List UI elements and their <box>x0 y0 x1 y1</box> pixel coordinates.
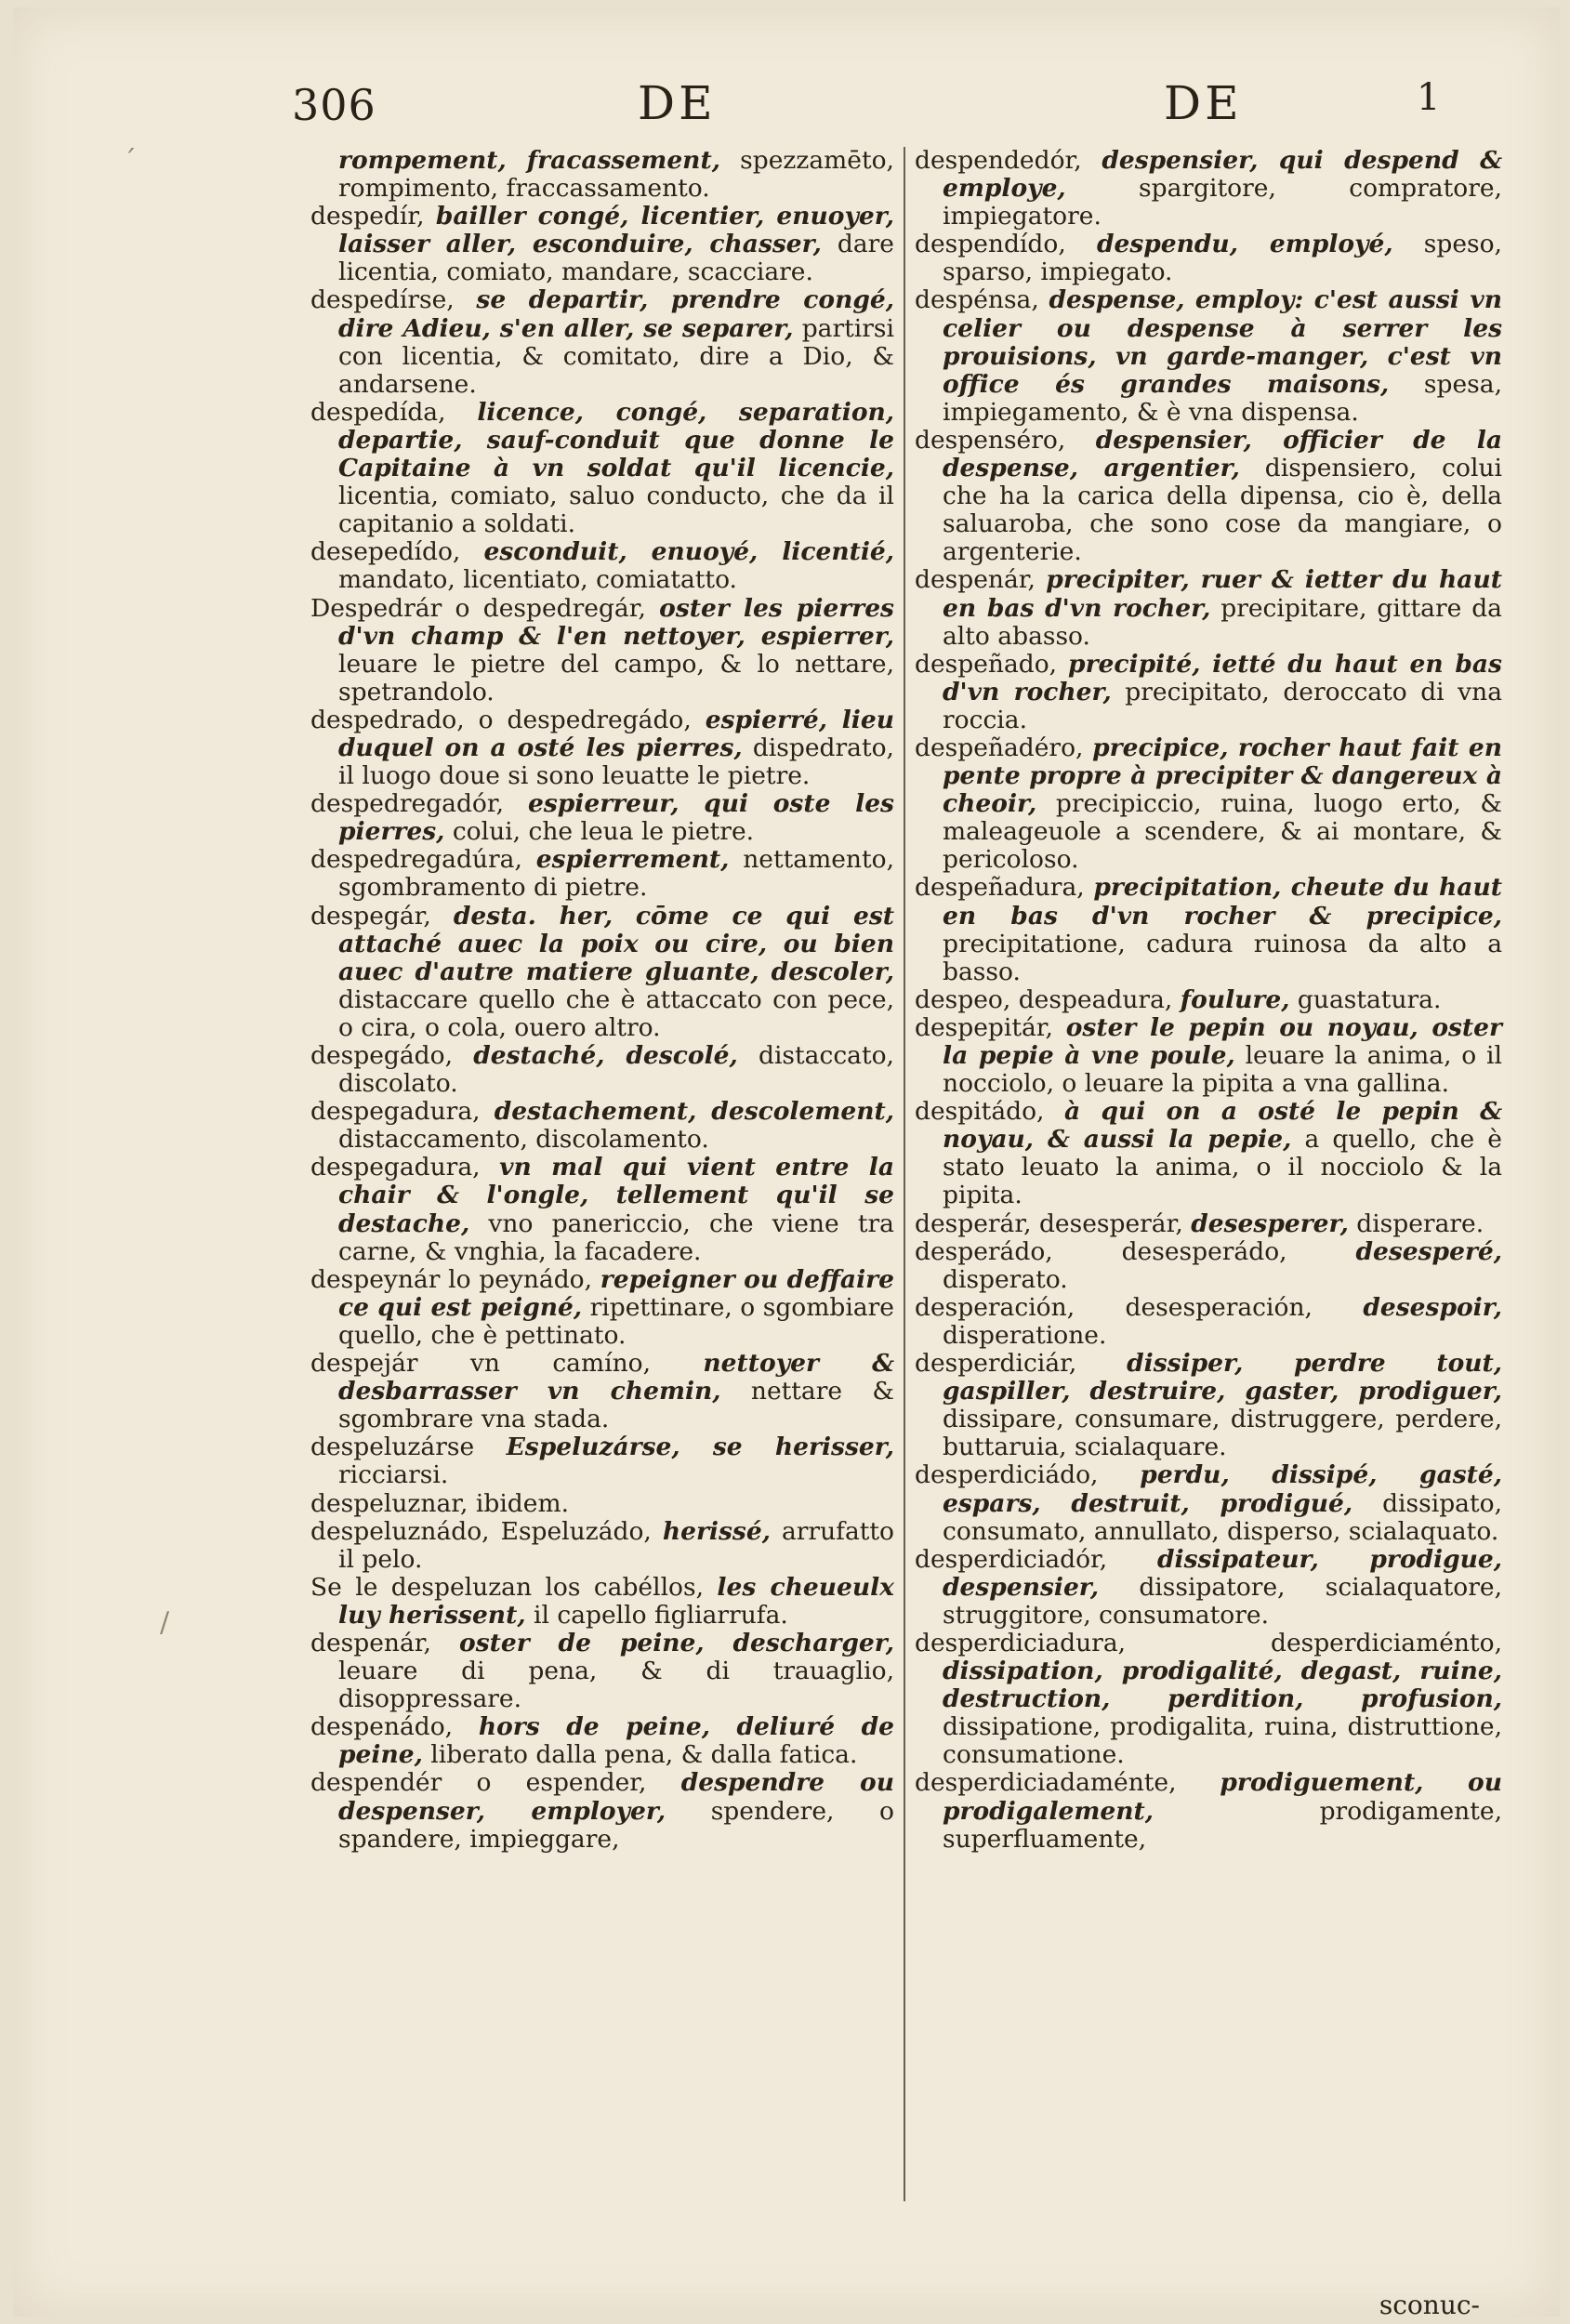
headword: Despedrár o despedregár, <box>310 593 646 623</box>
french-translation: despendre ou despenser, employer, <box>338 1768 894 1826</box>
italian-translation: spesa, impiegamento, & è vna dispensa. <box>943 369 1502 427</box>
italian-translation: disperare. <box>1356 1208 1484 1238</box>
dictionary-entry <box>310 790 894 846</box>
headword: Se le despeluzan los cabéllos, <box>310 1572 705 1602</box>
headword: desperdiciadura, desperdiciaménto, <box>915 1628 1502 1657</box>
french-translation: dissipation, prodigalité, degast, ruine, destruction, perdition, profusion, <box>943 1657 1502 1714</box>
headword: despeñadéro, <box>915 733 1084 762</box>
dictionary-entry <box>915 734 1502 874</box>
headword: despegadura, <box>310 1153 481 1182</box>
italian-translation: disperato. <box>943 1264 1068 1294</box>
french-translation: bailler congé, licentier, enuoyer, laisser aller, esconduire, chasser, <box>338 202 894 259</box>
italian-translation: disperatione. <box>943 1320 1107 1350</box>
dictionary-entry <box>310 1266 894 1350</box>
dictionary-entry <box>310 1350 894 1433</box>
italian-translation: distaccare quello che è attaccato con pece, o cira, o cola, ouero altro. <box>338 984 894 1042</box>
margin-mark: / <box>160 1606 170 1639</box>
dictionary-entry <box>310 903 894 1042</box>
french-translation: se departir, prendre congé, dire Adieu, s'en aller, se separer, <box>338 285 894 343</box>
italian-translation: leuare di pena, & di trauaglio, disoppressare. <box>338 1657 894 1714</box>
dictionary-entry <box>915 1294 1502 1350</box>
french-translation: despense, employ: c'est aussi vn celier ou despense à serrer les prouisions, vn garde-manger, c'est vn office és grandes maisons, <box>943 285 1502 399</box>
italian-translation: partirsi con licentia, & comitato, dire a Dio, & andarsene. <box>338 313 894 399</box>
dictionary-entry <box>310 1042 894 1098</box>
headword: despénsa, <box>915 285 1039 315</box>
headword: despendér o espender, <box>310 1768 647 1798</box>
dictionary-entry <box>310 147 894 203</box>
dictionary-entry <box>915 1098 1502 1209</box>
italian-translation: dissipare, consumare, distruggere, perdere, buttaruia, scialaquare. <box>943 1405 1502 1462</box>
headword: desperádo, desesperádo, <box>915 1236 1287 1266</box>
dictionary-entry <box>915 1014 1502 1098</box>
dictionary-entry <box>310 1630 894 1713</box>
headword: despedregadúra, <box>310 845 522 875</box>
italian-translation: leuare la anima, o il nocciolo, o leuare la pipita a vna gallina. <box>943 1041 1502 1099</box>
dictionary-entry <box>915 286 1502 426</box>
italian-translation: il capello figliarrufa. <box>533 1600 788 1630</box>
headword: despeñado, <box>915 649 1058 679</box>
italian-translation: dispensiero, colui che ha la carica della dipensa, cio è, della saluaroba, che sono cose da mangiare, o argenterie. <box>943 454 1502 567</box>
italian-translation: spendere, o spandere, impieggare, <box>338 1796 894 1854</box>
french-translation: desesperé, <box>1355 1236 1502 1266</box>
headword: despitádo, <box>915 1097 1045 1127</box>
french-translation: oster le pepin ou noyau, oster la pepie à vne poule, <box>943 1012 1502 1070</box>
french-translation: repeigner ou deffaire ce qui est peigné, <box>338 1264 894 1322</box>
french-translation: vn mal qui vient entre la chair & l'ongle, tellement qu'il se destache, <box>338 1153 894 1238</box>
headword: despenséro, <box>915 425 1066 455</box>
dictionary-entry <box>310 1713 894 1769</box>
headword: despegadura, <box>310 1097 481 1127</box>
dictionary-entry <box>915 986 1502 1014</box>
french-translation: dissipateur, prodigue, despensier, <box>943 1544 1502 1602</box>
headword: despeluznar, <box>310 1488 468 1518</box>
dictionary-entry <box>310 595 894 706</box>
headword: despeo, despeadura, <box>915 984 1173 1014</box>
french-translation: destaché, descolé, <box>473 1041 738 1070</box>
french-translation: espierreur, qui oste les pierres, <box>338 789 894 847</box>
headword: despeynár lo peynádo, <box>310 1264 593 1294</box>
italian-translation: dare licentia, comiato, mandare, scacciare. <box>338 230 894 287</box>
headword: desepedído, <box>310 537 461 567</box>
dictionary-entry <box>310 1098 894 1154</box>
italian-translation: spezzamēto, rompimento, fraccassamento. <box>338 146 894 204</box>
italian-translation: arrufatto il pelo. <box>338 1516 894 1574</box>
headword: despenár, <box>310 1628 431 1657</box>
dictionary-entry <box>310 1769 894 1853</box>
headword: despepitár, <box>915 1012 1053 1042</box>
french-translation: hors de peine, deliuré de peine, <box>338 1712 894 1770</box>
headword: despendedór, <box>915 146 1082 175</box>
dictionary-entry <box>915 1769 1502 1853</box>
italian-translation: precipitato, deroccato di vna roccia. <box>943 677 1502 734</box>
french-translation: esconduit, enuoyé, licentié, <box>483 537 894 567</box>
italian-translation: precipiccio, ruina, luogo erto, & maleageuole a scendere, & ai montare, & pericoloso. <box>943 789 1502 875</box>
italian-translation: distaccamento, discolamento. <box>338 1125 709 1155</box>
french-translation: desesperer, <box>1191 1208 1349 1238</box>
catchword: sconuc- <box>1379 2290 1480 2320</box>
french-translation: rompement, fracassement, <box>338 146 720 175</box>
dictionary-entry <box>915 1350 1502 1461</box>
french-translation: precipitation, cheute du haut en bas d'vn rocher & precipice, <box>943 873 1502 931</box>
dictionary-entry <box>310 203 894 286</box>
french-translation: espierré, lieu duquel on a osté les pierres, <box>338 705 894 762</box>
italian-translation: liberato dalla pena, & dalla fatica. <box>430 1740 858 1770</box>
headword: despedregadór, <box>310 789 505 819</box>
dictionary-entry <box>915 231 1502 286</box>
french-translation: dissiper, perdre tout, gaspiller, destruire, gaster, prodiguer, <box>943 1349 1502 1406</box>
dictionary-entry <box>310 706 894 790</box>
headword: despegár, <box>310 901 431 931</box>
italian-translation: vno panericcio, che viene tra carne, & vnghia, la facadere. <box>338 1208 894 1266</box>
french-translation: desta. her, cōme ce qui est attaché auec la poix ou cire, ou bien auec d'autre matiere gluante, descoler, <box>338 901 894 986</box>
dictionary-entry <box>915 1630 1502 1769</box>
right-column <box>915 147 1502 1854</box>
french-translation: precipité, ietté du haut en bas d'vn rocher, <box>943 649 1502 706</box>
italian-translation: spargitore, compratore, impiegatore. <box>943 174 1502 231</box>
dictionary-entry <box>310 1490 894 1518</box>
italian-translation: licentia, comiato, saluo conducto, che da il capitanio a soldati. <box>338 482 894 539</box>
french-translation: despendu, employé, <box>1096 230 1393 259</box>
dictionary-entry <box>915 427 1502 566</box>
dictionary-entry <box>310 1518 894 1574</box>
french-translation: desespoir, <box>1363 1292 1502 1322</box>
french-translation: Espeluzárse, se herisser, <box>506 1433 894 1462</box>
dictionary-entry <box>915 1461 1502 1545</box>
dictionary-entry <box>310 538 894 594</box>
italian-translation: guastatura. <box>1297 984 1442 1014</box>
italian-translation: nettamento, sgombramento di pietre. <box>338 845 894 903</box>
headword: despedír, <box>310 202 425 231</box>
french-translation: precipice, rocher haut fait en pente propre à precipiter & dangereux à cheoir, <box>943 733 1502 819</box>
headword: despenár, <box>915 565 1036 595</box>
italian-translation: precipitatione, cadura ruinosa da alto a basso. <box>943 929 1502 986</box>
headword: despedrado, o despedregádo, <box>310 705 692 734</box>
italian-translation: ricciarsi. <box>338 1460 449 1490</box>
dictionary-entry <box>310 846 894 902</box>
headword: desperdiciádo, <box>915 1460 1099 1490</box>
french-translation: destachement, descolement, <box>494 1097 894 1127</box>
headword: desperár, desesperár, <box>915 1208 1183 1238</box>
headword: despendído, <box>915 230 1066 259</box>
margin-mark: ´ <box>123 145 137 178</box>
italian-translation: prodigamente, superfluamente, <box>943 1796 1502 1854</box>
italian-translation: speso, sparso, impiegato. <box>943 230 1502 287</box>
headword: desperdiciár, <box>915 1349 1077 1379</box>
page-number-left: 306 <box>292 80 376 130</box>
dictionary-entry <box>310 399 894 538</box>
headword: despeluzárse <box>310 1433 475 1462</box>
headword: despegádo, <box>310 1041 453 1070</box>
headword: desperdiciadór, <box>915 1544 1108 1574</box>
italian-translation: ibidem. <box>475 1488 570 1518</box>
italian-translation: dissipatore, scialaquatore, struggitore, consumatore. <box>943 1572 1502 1630</box>
italian-translation: mandato, licentiato, comiatatto. <box>338 565 737 595</box>
dictionary-entry <box>915 651 1502 734</box>
french-translation: despensier, qui despend & employe, <box>943 146 1502 204</box>
italian-translation: a quello, che è stato leuato la anima, o il nocciolo & la pipita. <box>943 1125 1502 1210</box>
italian-translation: precipitare, gittare da alto abasso. <box>943 593 1502 651</box>
french-translation: foulure, <box>1180 984 1290 1014</box>
italian-translation: dissipato, consumato, annullato, disperso, scialaquato. <box>943 1488 1502 1546</box>
italian-translation: nettare & sgombrare vna stada. <box>338 1377 894 1434</box>
dictionary-entry <box>915 874 1502 985</box>
running-head-left: DE <box>638 76 717 130</box>
dictionary-entry <box>310 1574 894 1630</box>
headword: despenádo, <box>310 1712 454 1742</box>
italian-translation: distaccato, discolato. <box>338 1041 894 1099</box>
french-translation: espierrement, <box>535 845 730 875</box>
dictionary-entry <box>915 1210 1502 1238</box>
headword: despeñadura, <box>915 873 1085 903</box>
headword: despedírse, <box>310 285 455 315</box>
dictionary-entry <box>310 1433 894 1489</box>
dictionary-entry <box>310 1154 894 1265</box>
headword: despejár vn camíno, <box>310 1349 652 1379</box>
french-translation: prodiguement, ou prodigalement, <box>943 1768 1502 1826</box>
italian-translation: dispedrato, il luogo doue si sono leuatte le pietre. <box>338 733 894 791</box>
french-translation: herissé, <box>662 1516 771 1546</box>
headword: despedída, <box>310 397 446 427</box>
page-number-right: 1 <box>1417 76 1441 119</box>
italian-translation: leuare le pietre del campo, & lo nettare, spetrandolo. <box>338 649 894 706</box>
dictionary-entry <box>915 1238 1502 1294</box>
headword: desperdiciadaménte, <box>915 1768 1177 1798</box>
dictionary-entry <box>915 566 1502 650</box>
column-divider <box>904 147 905 2201</box>
french-translation: perdu, dissipé, gasté, espars, destruit, prodigué, <box>943 1460 1502 1518</box>
left-column <box>310 147 894 1854</box>
dictionary-entry <box>310 286 894 398</box>
dictionary-entry <box>915 147 1502 231</box>
italian-translation: ripettinare, o sgombiare quello, che è pettinato. <box>338 1292 894 1350</box>
dictionary-entry <box>915 1546 1502 1630</box>
french-translation: despensier, officier de la despense, argentier, <box>943 425 1502 483</box>
french-translation: oster de peine, descharger, <box>459 1628 894 1657</box>
headword: despeluznádo, Espeluzádo, <box>310 1516 652 1546</box>
french-translation: les cheueulx luy herissent, <box>338 1572 894 1630</box>
french-translation: à qui on a osté le pepin & noyau, & aussi la pepie, <box>943 1097 1502 1155</box>
italian-translation: colui, che leua le pietre. <box>452 817 755 847</box>
french-translation: nettoyer & desbarrasser vn chemin, <box>338 1349 894 1406</box>
running-head-right: DE <box>1164 76 1243 130</box>
book-page <box>13 7 1560 2320</box>
french-translation: licence, congé, separation, departie, sauf-conduit que donne le Capitaine à vn soldat qu'il licencie, <box>338 397 894 483</box>
headword: desperación, desesperación, <box>915 1292 1313 1322</box>
french-translation: precipiter, ruer & ietter du haut en bas d'vn rocher, <box>943 565 1502 623</box>
french-translation: oster les pierres d'vn champ & l'en nettoyer, espierrer, <box>338 593 894 651</box>
italian-translation: dissipatione, prodigalita, ruina, distruttione, consumatione. <box>943 1712 1502 1770</box>
